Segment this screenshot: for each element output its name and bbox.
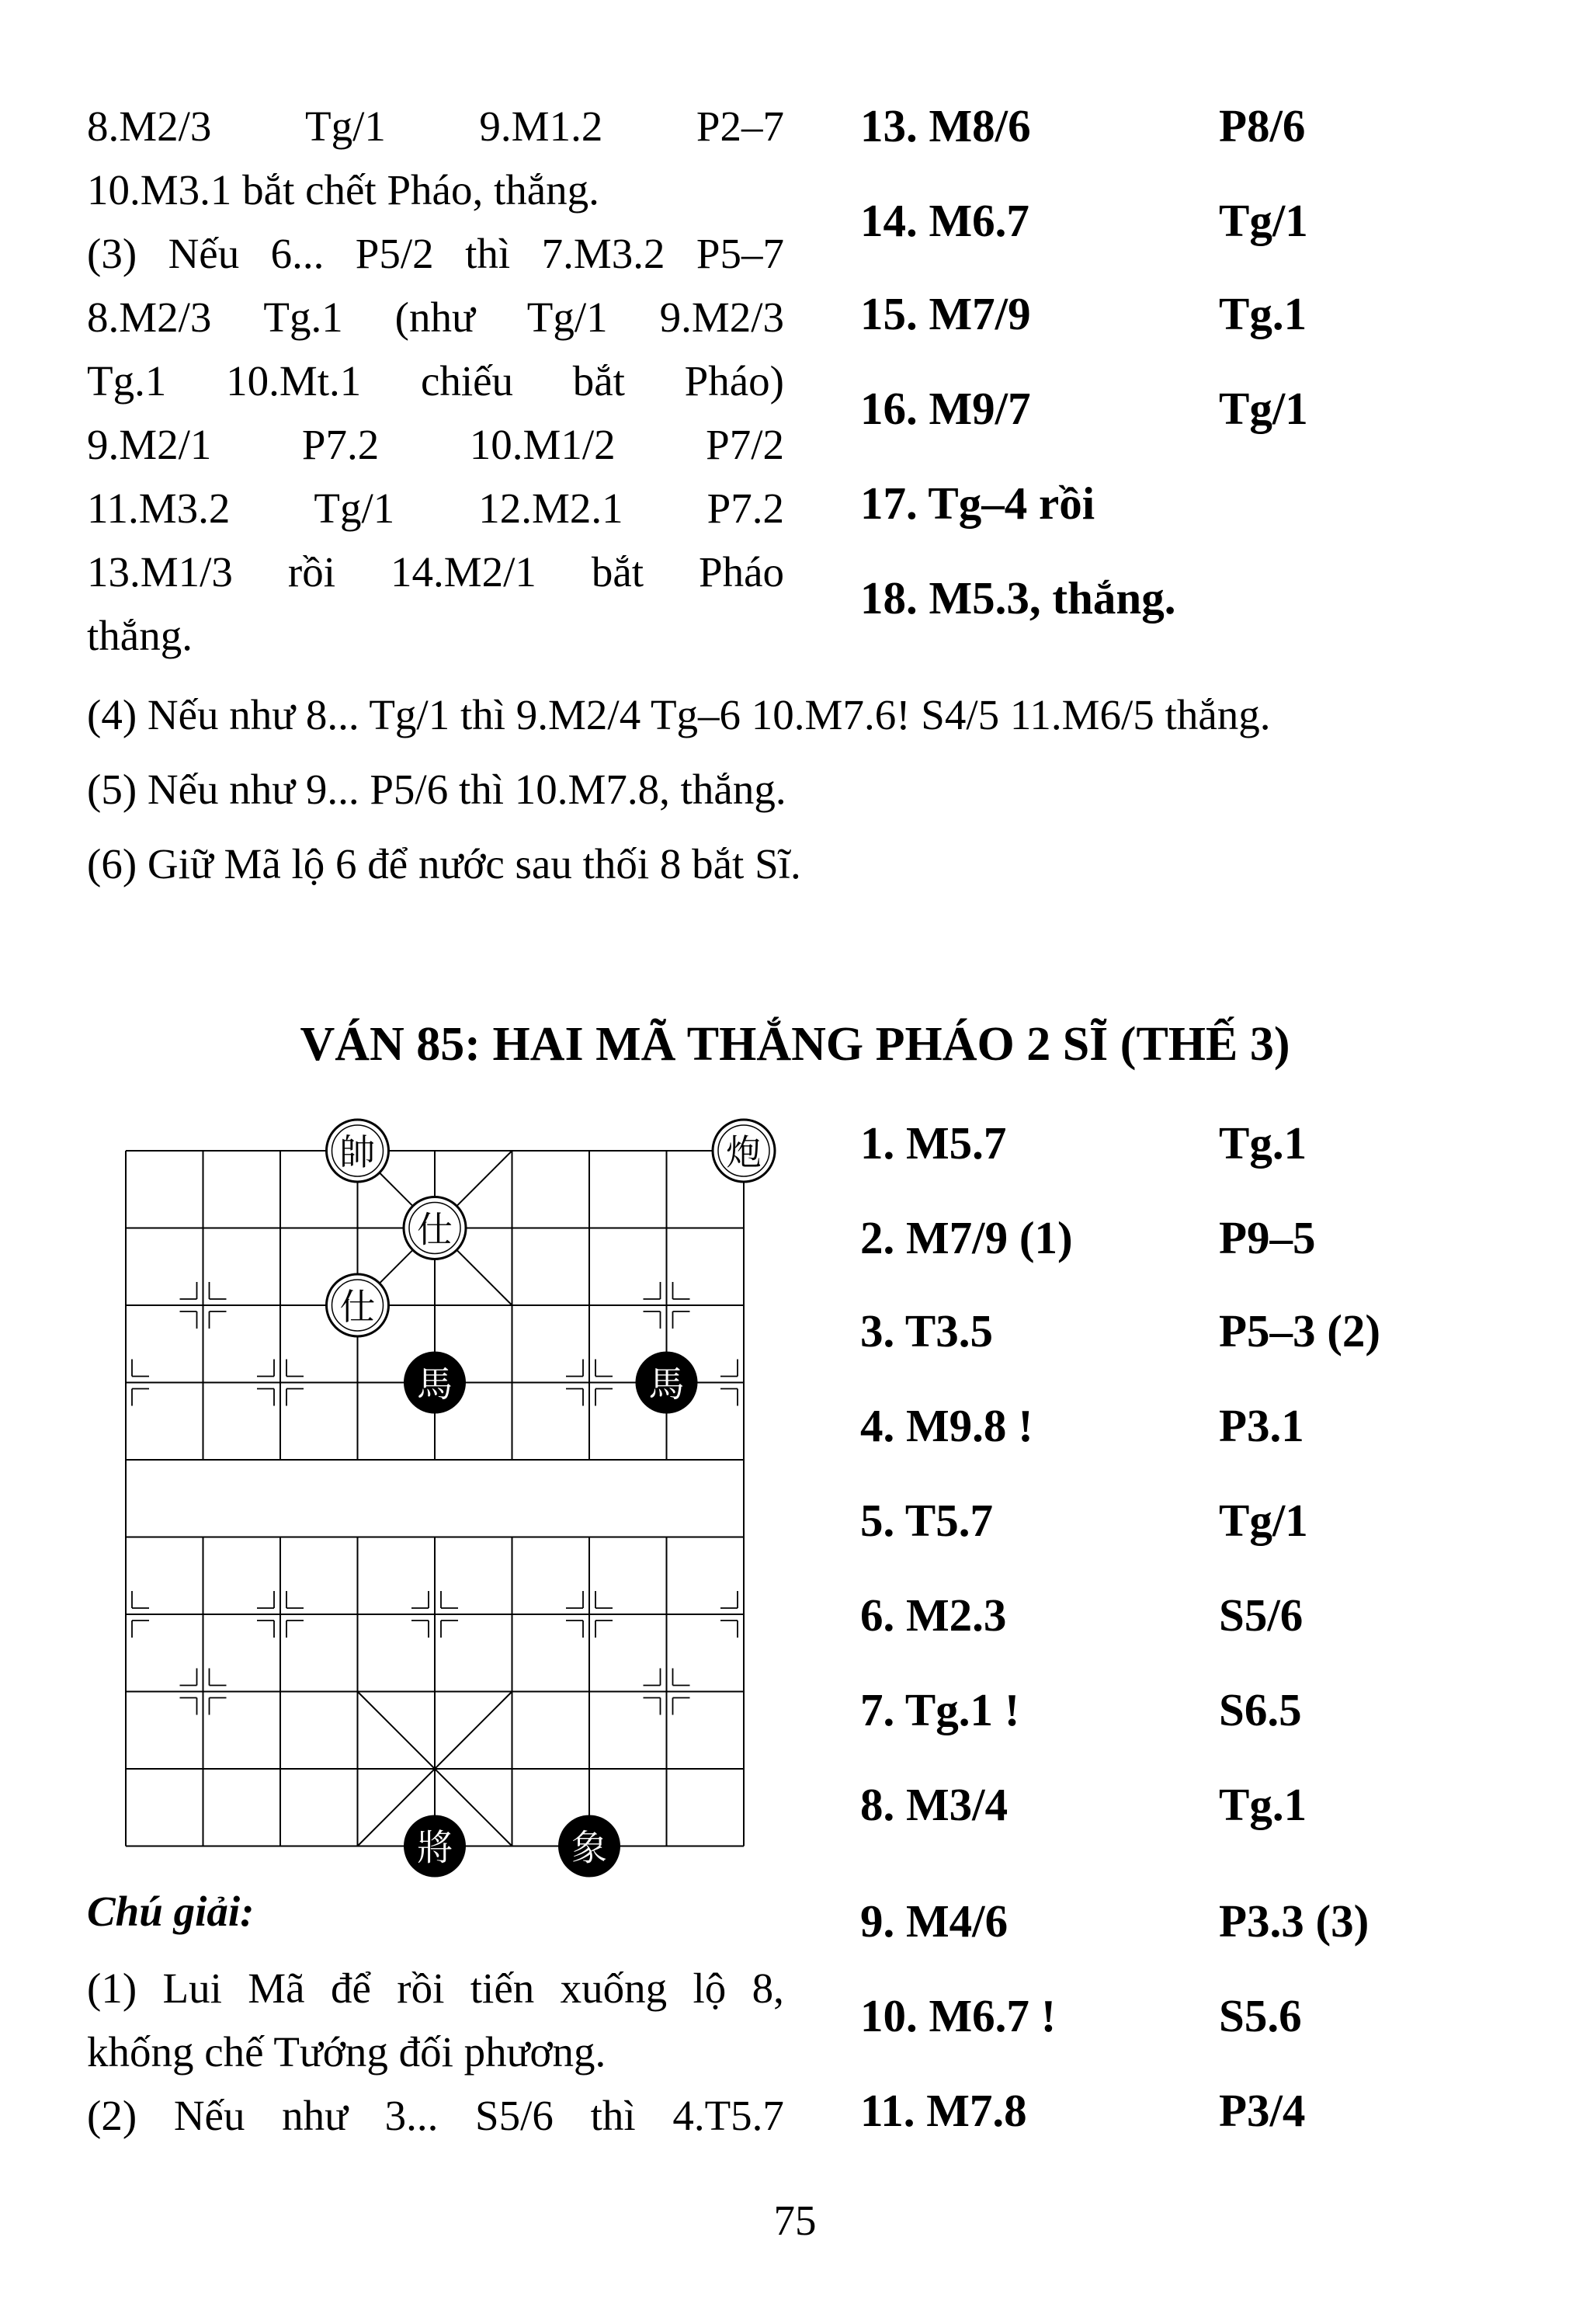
commentary-body bbox=[87, 1957, 784, 2148]
black-elephant bbox=[558, 1815, 620, 1878]
word: (3) bbox=[87, 230, 137, 277]
word: 4.T5.7 bbox=[672, 2092, 784, 2139]
white-move: 1. M5.7 bbox=[860, 1117, 1007, 1169]
black-move: S5.6 bbox=[1219, 1990, 1302, 2041]
word: (như bbox=[394, 294, 475, 341]
piece-char: 將 bbox=[417, 1826, 453, 1869]
word: lộ bbox=[693, 1964, 727, 2012]
white-move: 7. Tg.1 ! bbox=[860, 1684, 1020, 1735]
black-horse bbox=[636, 1352, 698, 1414]
black-move: Tg.1 bbox=[1219, 1117, 1307, 1169]
piece-char: 馬 bbox=[417, 1363, 453, 1405]
black-move: Tg/1 bbox=[1219, 1495, 1308, 1546]
white-move: 5. T5.7 bbox=[860, 1495, 994, 1546]
commentary-line: khống chế Tướng đối phương. bbox=[87, 2028, 606, 2076]
word: Tg/1 bbox=[304, 102, 386, 150]
word: 14.M2/1 bbox=[390, 548, 536, 596]
word: P5/2 bbox=[355, 230, 434, 277]
game-title: VÁN 85: HAI MÃ THẮNG PHÁO 2 SĨ (THẾ 3) bbox=[300, 1018, 1290, 1071]
word: để bbox=[330, 1964, 371, 2012]
word: P5–7 bbox=[696, 230, 784, 277]
word: 9.M2/1 bbox=[87, 421, 212, 468]
word: rồi bbox=[397, 1964, 445, 2012]
word: thì bbox=[590, 2092, 636, 2139]
white-move: 2. M7/9 (1) bbox=[860, 1212, 1073, 1263]
word: Nếu bbox=[173, 2092, 245, 2139]
note-4: (4) Nếu như 8... Tg/1 thì 9.M2/4 Tg–6 10.M7.6! S4/5 11.M6/5 thắng. bbox=[87, 691, 1271, 738]
xiangqi-board bbox=[101, 1118, 784, 1895]
black-move: Tg.1 bbox=[1219, 288, 1307, 339]
word: P7/2 bbox=[706, 421, 784, 468]
black-move: P3/4 bbox=[1219, 2085, 1306, 2136]
word: chiếu bbox=[420, 357, 514, 405]
word: 13.M1/3 bbox=[87, 548, 233, 596]
white-move: 17. Tg–4 rồi bbox=[860, 478, 1095, 529]
text-line bbox=[87, 95, 784, 158]
black-move: P9–5 bbox=[1219, 1212, 1316, 1263]
black-move: P3.1 bbox=[1219, 1400, 1304, 1451]
word: 7.M3.2 bbox=[541, 230, 665, 277]
piece-char: 炮 bbox=[726, 1131, 762, 1173]
word: P7.2 bbox=[301, 421, 380, 468]
white-move: 6. M2.3 bbox=[860, 1589, 1007, 1641]
text-line bbox=[87, 349, 784, 413]
word: P2–7 bbox=[696, 102, 784, 150]
black-horse bbox=[404, 1352, 466, 1414]
word: 8, bbox=[752, 1964, 784, 2012]
white-move: 13. M8/6 bbox=[860, 100, 1031, 151]
red-advisor bbox=[404, 1197, 466, 1259]
word: Tg/1 bbox=[314, 485, 395, 532]
word: 3... bbox=[384, 2092, 439, 2139]
word: rồi bbox=[287, 548, 335, 596]
white-move: 16. M9/7 bbox=[860, 383, 1031, 434]
word: 8.M2/3 bbox=[87, 294, 212, 341]
red-advisor bbox=[327, 1274, 389, 1336]
word: Tg.1 bbox=[87, 357, 167, 405]
text-line bbox=[87, 222, 784, 286]
word: bắt bbox=[591, 548, 644, 596]
word: Lui bbox=[162, 1964, 222, 2012]
text-line: 10.M3.1 bắt chết Pháo, thắng. bbox=[87, 166, 599, 214]
white-move: 3. T3.5 bbox=[860, 1305, 994, 1357]
commentary-line bbox=[87, 2084, 784, 2148]
text-line bbox=[87, 477, 784, 540]
word: Mã bbox=[248, 1964, 305, 2012]
text-line bbox=[87, 286, 784, 349]
commentary-heading: Chú giải: bbox=[87, 1888, 255, 1935]
word: 8.M2/3 bbox=[87, 102, 212, 150]
word: 10.Mt.1 bbox=[226, 357, 362, 405]
black-move: Tg/1 bbox=[1219, 383, 1308, 434]
word: Pháo bbox=[699, 548, 784, 596]
white-move: 8. M3/4 bbox=[860, 1779, 1009, 1830]
word: (1) bbox=[87, 1964, 137, 2012]
word: 12.M2.1 bbox=[478, 485, 623, 532]
white-move: 9. M4/6 bbox=[860, 1895, 1009, 1947]
page-number: 75 bbox=[773, 2197, 817, 2244]
piece-char: 仕 bbox=[417, 1208, 453, 1251]
piece-char: 仕 bbox=[339, 1286, 376, 1328]
white-move: 15. M7/9 bbox=[860, 288, 1031, 339]
text-line bbox=[87, 540, 784, 604]
word: tiến bbox=[470, 1964, 535, 2012]
top-left-paragraph bbox=[87, 95, 784, 668]
word: xuống bbox=[560, 1964, 668, 2012]
word: 9.M2/3 bbox=[659, 294, 784, 341]
note-5: (5) Nếu như 9... P5/6 thì 10.M7.8, thắng. bbox=[87, 766, 786, 813]
black-move: P8/6 bbox=[1219, 100, 1306, 151]
word: 6... bbox=[270, 230, 325, 277]
word: bắt bbox=[572, 357, 625, 405]
word: Tg.1 bbox=[263, 294, 343, 341]
black-move: S6.5 bbox=[1219, 1684, 1302, 1735]
word: 9.M1.2 bbox=[479, 102, 603, 150]
red-king bbox=[327, 1120, 389, 1182]
word: Pháo) bbox=[684, 357, 784, 405]
piece-char: 象 bbox=[571, 1826, 607, 1869]
word: 10.M1/2 bbox=[469, 421, 616, 468]
word: 11.M3.2 bbox=[87, 485, 231, 532]
red-cannon bbox=[713, 1120, 775, 1182]
word: P7.2 bbox=[706, 485, 784, 532]
black-move: Tg.1 bbox=[1219, 1779, 1307, 1830]
piece-char: 帥 bbox=[339, 1131, 376, 1173]
black-move: S5/6 bbox=[1219, 1589, 1304, 1641]
commentary-line bbox=[87, 1957, 784, 2020]
piece-char: 馬 bbox=[648, 1363, 685, 1405]
black-move: Tg/1 bbox=[1219, 195, 1308, 246]
note-6: (6) Giữ Mã lộ 6 để nước sau thối 8 bắt Sĩ. bbox=[87, 840, 801, 888]
word: như bbox=[282, 2092, 348, 2139]
white-move: 10. M6.7 ! bbox=[860, 1990, 1057, 2041]
text-line bbox=[87, 413, 784, 477]
text-line: thắng. bbox=[87, 612, 193, 659]
word: S5/6 bbox=[475, 2092, 554, 2139]
word: Tg/1 bbox=[526, 294, 608, 341]
white-move: 4. M9.8 ! bbox=[860, 1400, 1033, 1451]
word: (2) bbox=[87, 2092, 137, 2139]
white-move: 14. M6.7 bbox=[860, 195, 1029, 246]
word: thì bbox=[465, 230, 511, 277]
white-move: 18. M5.3, thắng. bbox=[860, 572, 1176, 624]
white-move: 11. M7.8 bbox=[860, 2085, 1027, 2136]
black-general bbox=[404, 1815, 466, 1878]
black-move: P3.3 (3) bbox=[1219, 1895, 1370, 1947]
word: Nếu bbox=[168, 230, 240, 277]
black-move: P5–3 (2) bbox=[1219, 1305, 1381, 1357]
